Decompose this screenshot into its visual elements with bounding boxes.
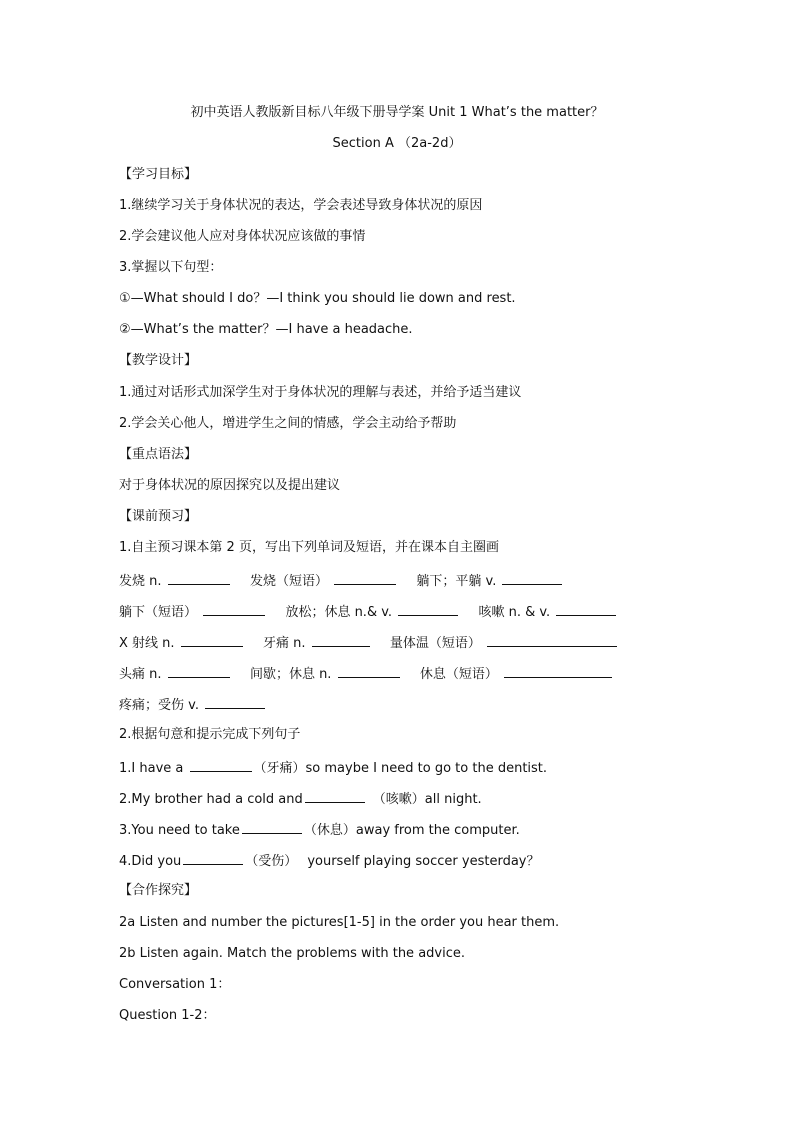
- sentence-text: 2.My brother had a cold and: [119, 792, 303, 807]
- sentence-text: so maybe I need to go to the dentist.: [305, 761, 548, 776]
- vocab-row: [119, 632, 619, 654]
- answer-blank[interactable]: [168, 663, 230, 678]
- cooperation-item: 2b Listen again. Match the problems with the advice.: [119, 946, 465, 961]
- answer-blank[interactable]: [242, 819, 302, 834]
- design-heading: 【教学设计】: [119, 353, 198, 368]
- answer-blank[interactable]: [205, 694, 265, 709]
- vocab-label: 放松；休息 n.& v.: [285, 605, 393, 620]
- preview-task2: 2.根据句意和提示完成下列句子: [119, 727, 301, 742]
- fill-sentence: [119, 788, 482, 810]
- cooperation-item: Conversation 1：: [119, 977, 231, 992]
- objective-item: 3.掌握以下句型：: [119, 260, 223, 275]
- answer-blank[interactable]: [334, 570, 396, 585]
- sentence-text: 3.You need to take: [119, 823, 240, 838]
- sentence-hint: （牙痛）: [253, 761, 306, 776]
- sentence-text: 4.Did you: [119, 854, 182, 869]
- sentence-text: all night.: [424, 792, 482, 807]
- cooperation-heading: 【合作探究】: [119, 883, 198, 898]
- objective-item: 2.学会建议他人应对身体状况应该做的事情: [119, 229, 366, 244]
- cooperation-item: Question 1-2：: [119, 1008, 216, 1023]
- document-title: 初中英语人教版新目标八年级下册导学案 Unit 1 What’s the matter？: [190, 105, 604, 120]
- answer-blank[interactable]: [338, 663, 400, 678]
- answer-blank[interactable]: [556, 601, 616, 616]
- fill-sentence: [119, 850, 539, 872]
- design-item: 1.通过对话形式加深学生对于身体状况的理解与表述，并给予适当建议: [119, 385, 522, 400]
- vocab-label: 量体温（短语）: [389, 636, 481, 651]
- preview-heading: 【课前预习】: [119, 509, 198, 524]
- preview-task1: 1.自主预习课本第 2 页，写出下列单词及短语，并在课本自主圈画: [119, 540, 499, 555]
- vocab-label: X 射线 n.: [119, 636, 175, 651]
- vocab-label: 躺下；平躺 v.: [416, 574, 497, 589]
- sentence-pattern: ①—What should I do？—I think you should lie down and rest.: [119, 291, 516, 306]
- answer-blank[interactable]: [398, 601, 458, 616]
- answer-blank[interactable]: [502, 570, 562, 585]
- answer-blank[interactable]: [181, 632, 243, 647]
- sentence-hint: （休息）: [303, 823, 356, 838]
- vocab-row: [119, 570, 564, 592]
- document-subtitle: Section A （2a-2d）: [332, 136, 462, 151]
- sentence-pattern: ②—What’s the matter？—I have a headache.: [119, 322, 413, 337]
- vocab-label: 发烧（短语）: [249, 574, 328, 589]
- objective-item: 1.继续学习关于身体状况的表达，学会表述导致身体状况的原因: [119, 198, 483, 213]
- vocab-label: 头痛 n.: [119, 667, 162, 682]
- vocab-label: 躺下（短语）: [119, 605, 198, 620]
- sentence-hint: （受伤）: [245, 854, 298, 869]
- vocab-row: [119, 694, 267, 716]
- answer-blank[interactable]: [168, 570, 230, 585]
- answer-blank[interactable]: [183, 850, 243, 865]
- objectives-heading: 【学习目标】: [119, 167, 198, 182]
- sentence-text: yourself playing soccer yesterday？: [307, 854, 540, 869]
- design-item: 2.学会关心他人，增进学生之间的情感，学会主动给予帮助: [119, 416, 457, 431]
- vocab-row: [119, 663, 614, 685]
- cooperation-item: 2a Listen and number the pictures[1-5] in the order you hear them.: [119, 915, 560, 930]
- sentence-text: 1.I have a: [119, 761, 188, 776]
- grammar-heading: 【重点语法】: [119, 447, 198, 462]
- sentence-hint: （咳嗽）: [372, 792, 425, 807]
- answer-blank[interactable]: [203, 601, 265, 616]
- vocab-label: 发烧 n.: [119, 574, 162, 589]
- answer-blank[interactable]: [487, 632, 617, 647]
- answer-blank[interactable]: [504, 663, 612, 678]
- answer-blank[interactable]: [305, 788, 365, 803]
- vocab-label: 休息（短语）: [419, 667, 498, 682]
- sentence-text: away from the computer.: [355, 823, 520, 838]
- vocab-label: 间歇；休息 n.: [249, 667, 332, 682]
- grammar-text: 对于身体状况的原因探究以及提出建议: [119, 478, 341, 493]
- fill-sentence: [119, 757, 547, 779]
- answer-blank[interactable]: [312, 632, 370, 647]
- vocab-label: 咳嗽 n. & v.: [478, 605, 551, 620]
- vocab-label: 牙痛 n.: [262, 636, 306, 651]
- answer-blank[interactable]: [190, 757, 252, 772]
- vocab-label: 疼痛；受伤 v.: [119, 698, 199, 713]
- vocab-row: [119, 601, 618, 623]
- fill-sentence: [119, 819, 520, 841]
